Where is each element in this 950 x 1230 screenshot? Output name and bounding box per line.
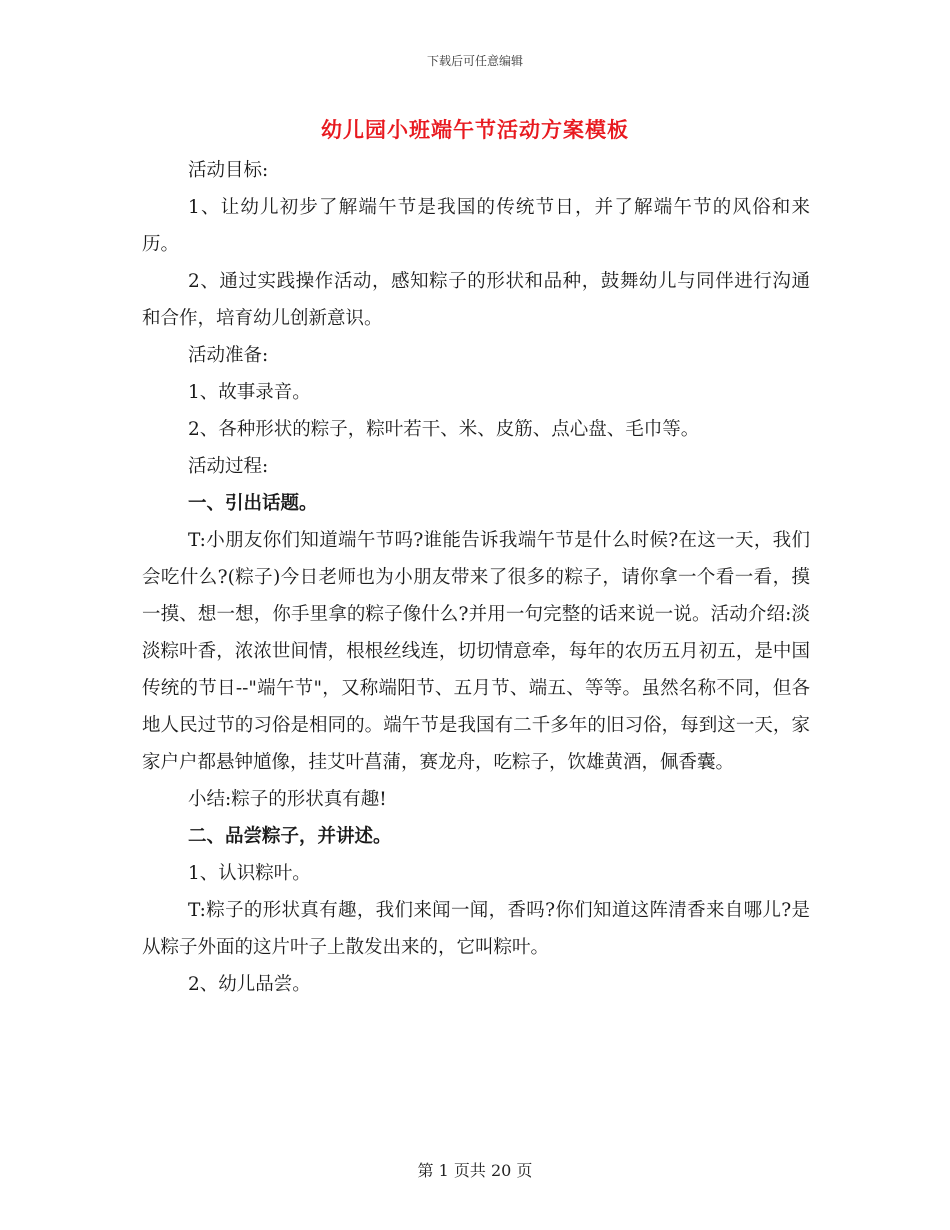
paragraph-goal-heading: 活动目标: [188, 160, 269, 181]
paragraph-prep-heading: 活动准备: [188, 345, 269, 366]
paragraph-leaf-dialogue: T:粽子的形状真有趣，我们来闻一闻，香吗?你们知道这阵清香来自哪儿?是从粽子外面的这片叶子上散发出来的，它叫粽叶。 [142, 900, 810, 958]
page-header: 下载后可任意编辑 [426, 54, 523, 68]
section-heading-1: 一、引出话题。 [188, 493, 318, 514]
paragraph-goal-1: 1、让幼儿初步了解端午节是我国的传统节日，并了解端午节的风俗和来历。 [142, 197, 810, 255]
section-heading-2: 二、品尝粽子，并讲述。 [188, 826, 392, 847]
page-footer: 第 1 页共 20 页 [417, 1161, 533, 1180]
paragraph-summary: 小结:粽子的形状真有趣! [188, 789, 387, 810]
paragraph-leaf-heading: 1、认识粽叶。 [188, 863, 311, 884]
document-body [142, 152, 810, 1003]
paragraph-goal-2: 2、通过实践操作活动，感知粽子的形状和品种，鼓舞幼儿与同伴进行沟通和合作，培育幼儿创新意识。 [142, 271, 810, 329]
paragraph-intro-dialogue: T:小朋友你们知道端午节吗?谁能告诉我端午节是什么时候?在这一天，我们会吃什么?(粽子)今日老师也为小朋友带来了很多的粽子，请你拿一个看一看，摸一摸、想一想，你手里拿的粽子像什么?并用一句完整的话来说一说。活动介绍:淡淡粽叶香，浓浓世间情，根根丝线连，切切情意牵，每年的农历五月初五，是中国传统的节日--"端午节"，又称端阳节、五月节、端五、等等。虽然名称不同，但各地人民过节的习俗是相同的。端午节是我国有二千多年的旧习俗，每到这一天，家家户户都悬钟馗像，挂艾叶菖蒲，赛龙舟，吃粽子，饮雄黄酒，佩香囊。 [142, 530, 810, 773]
document-title: 幼儿园小班端午节活动方案模板 [321, 117, 629, 142]
paragraph-prep-1: 1、故事录音。 [188, 382, 311, 403]
paragraph-tasting: 2、幼儿品尝。 [188, 974, 311, 995]
paragraph-process-heading: 活动过程: [188, 456, 269, 477]
paragraph-prep-2: 2、各种形状的粽子，粽叶若干、米、皮筋、点心盘、毛巾等。 [188, 419, 700, 440]
